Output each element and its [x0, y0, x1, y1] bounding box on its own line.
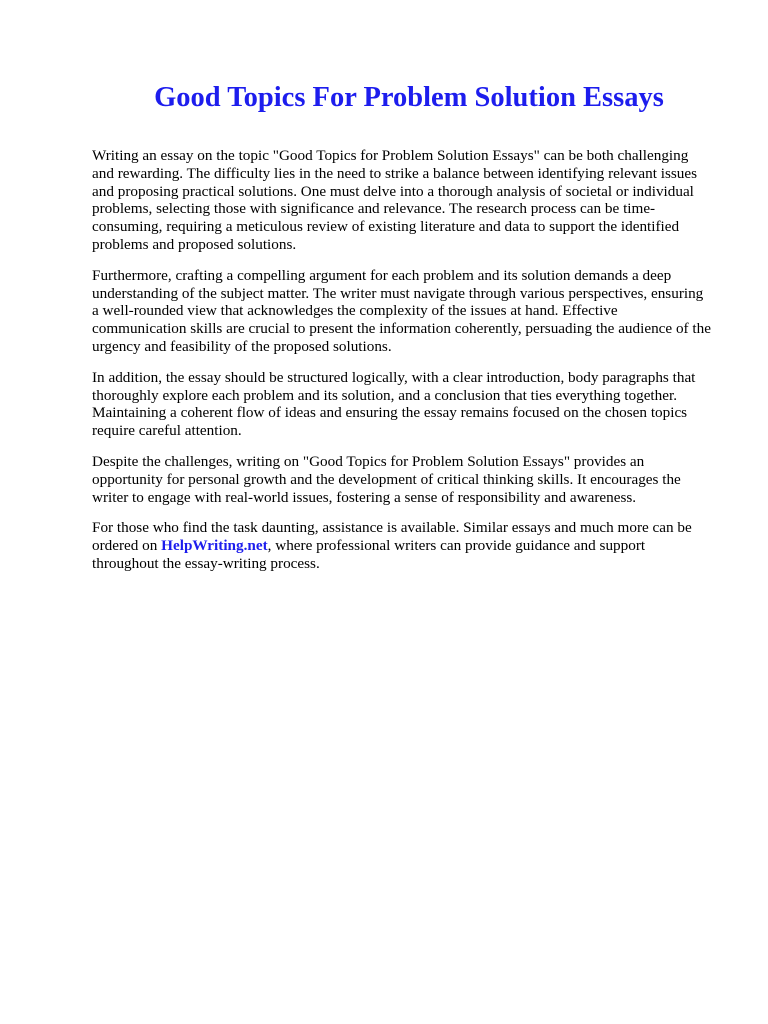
paragraph-1: Writing an essay on the topic "Good Topics for Problem Solution Essays" can be both challenging and rewarding. The difficulty lies in the need to strike a balance between identifying relevant issues and proposing practical solutions. One must delve into a thorough analysis of societal or individual problems, selecting those with significance and relevance. The research process can be time- consuming, requiring a meticulous review of existing literature and data to support the identified problems and proposed solutions. [92, 147, 698, 253]
paragraph-4: Despite the challenges, writing on "Good Topics for Problem Solution Essays" provides an opportunity for personal growth and the development of critical thinking skills. It encourages the writer to engage with real-world issues, fostering a sense of responsibility and awareness. [92, 452, 681, 506]
closing-text-after-link: , where professional writers can provide guidance and support throughout the essay-writing process. [92, 537, 646, 572]
closing-text-before-link: For those who find the task daunting, assistance is available. Similar essays and much more can be ordered on [92, 519, 692, 555]
document-body [92, 147, 732, 586]
paragraph-2: Furthermore, crafting a compelling argument for each problem and its solution demands a deep understanding of the subject matter. The writer must navigate through various perspectives, ensuring a well-rounded view that acknowledges the complexity of the issues at hand. Effective communication skills are crucial to present the information coherently, persuading the audience of the urgency and feasibility of the proposed solutions. [92, 266, 711, 355]
paragraph-3: In addition, the essay should be structured logically, with a clear introduction, body paragraphs that thoroughly explore each problem and its solution, and a conclusion that ties everything together. Maintaining a coherent flow of ideas and ensuring the essay remains focused on the chosen topics require careful attention. [92, 368, 696, 440]
page-title: Good Topics For Problem Solution Essays [154, 82, 664, 113]
helpwriting-link[interactable]: HelpWriting.net [161, 537, 268, 555]
paragraph-5 [92, 519, 732, 572]
